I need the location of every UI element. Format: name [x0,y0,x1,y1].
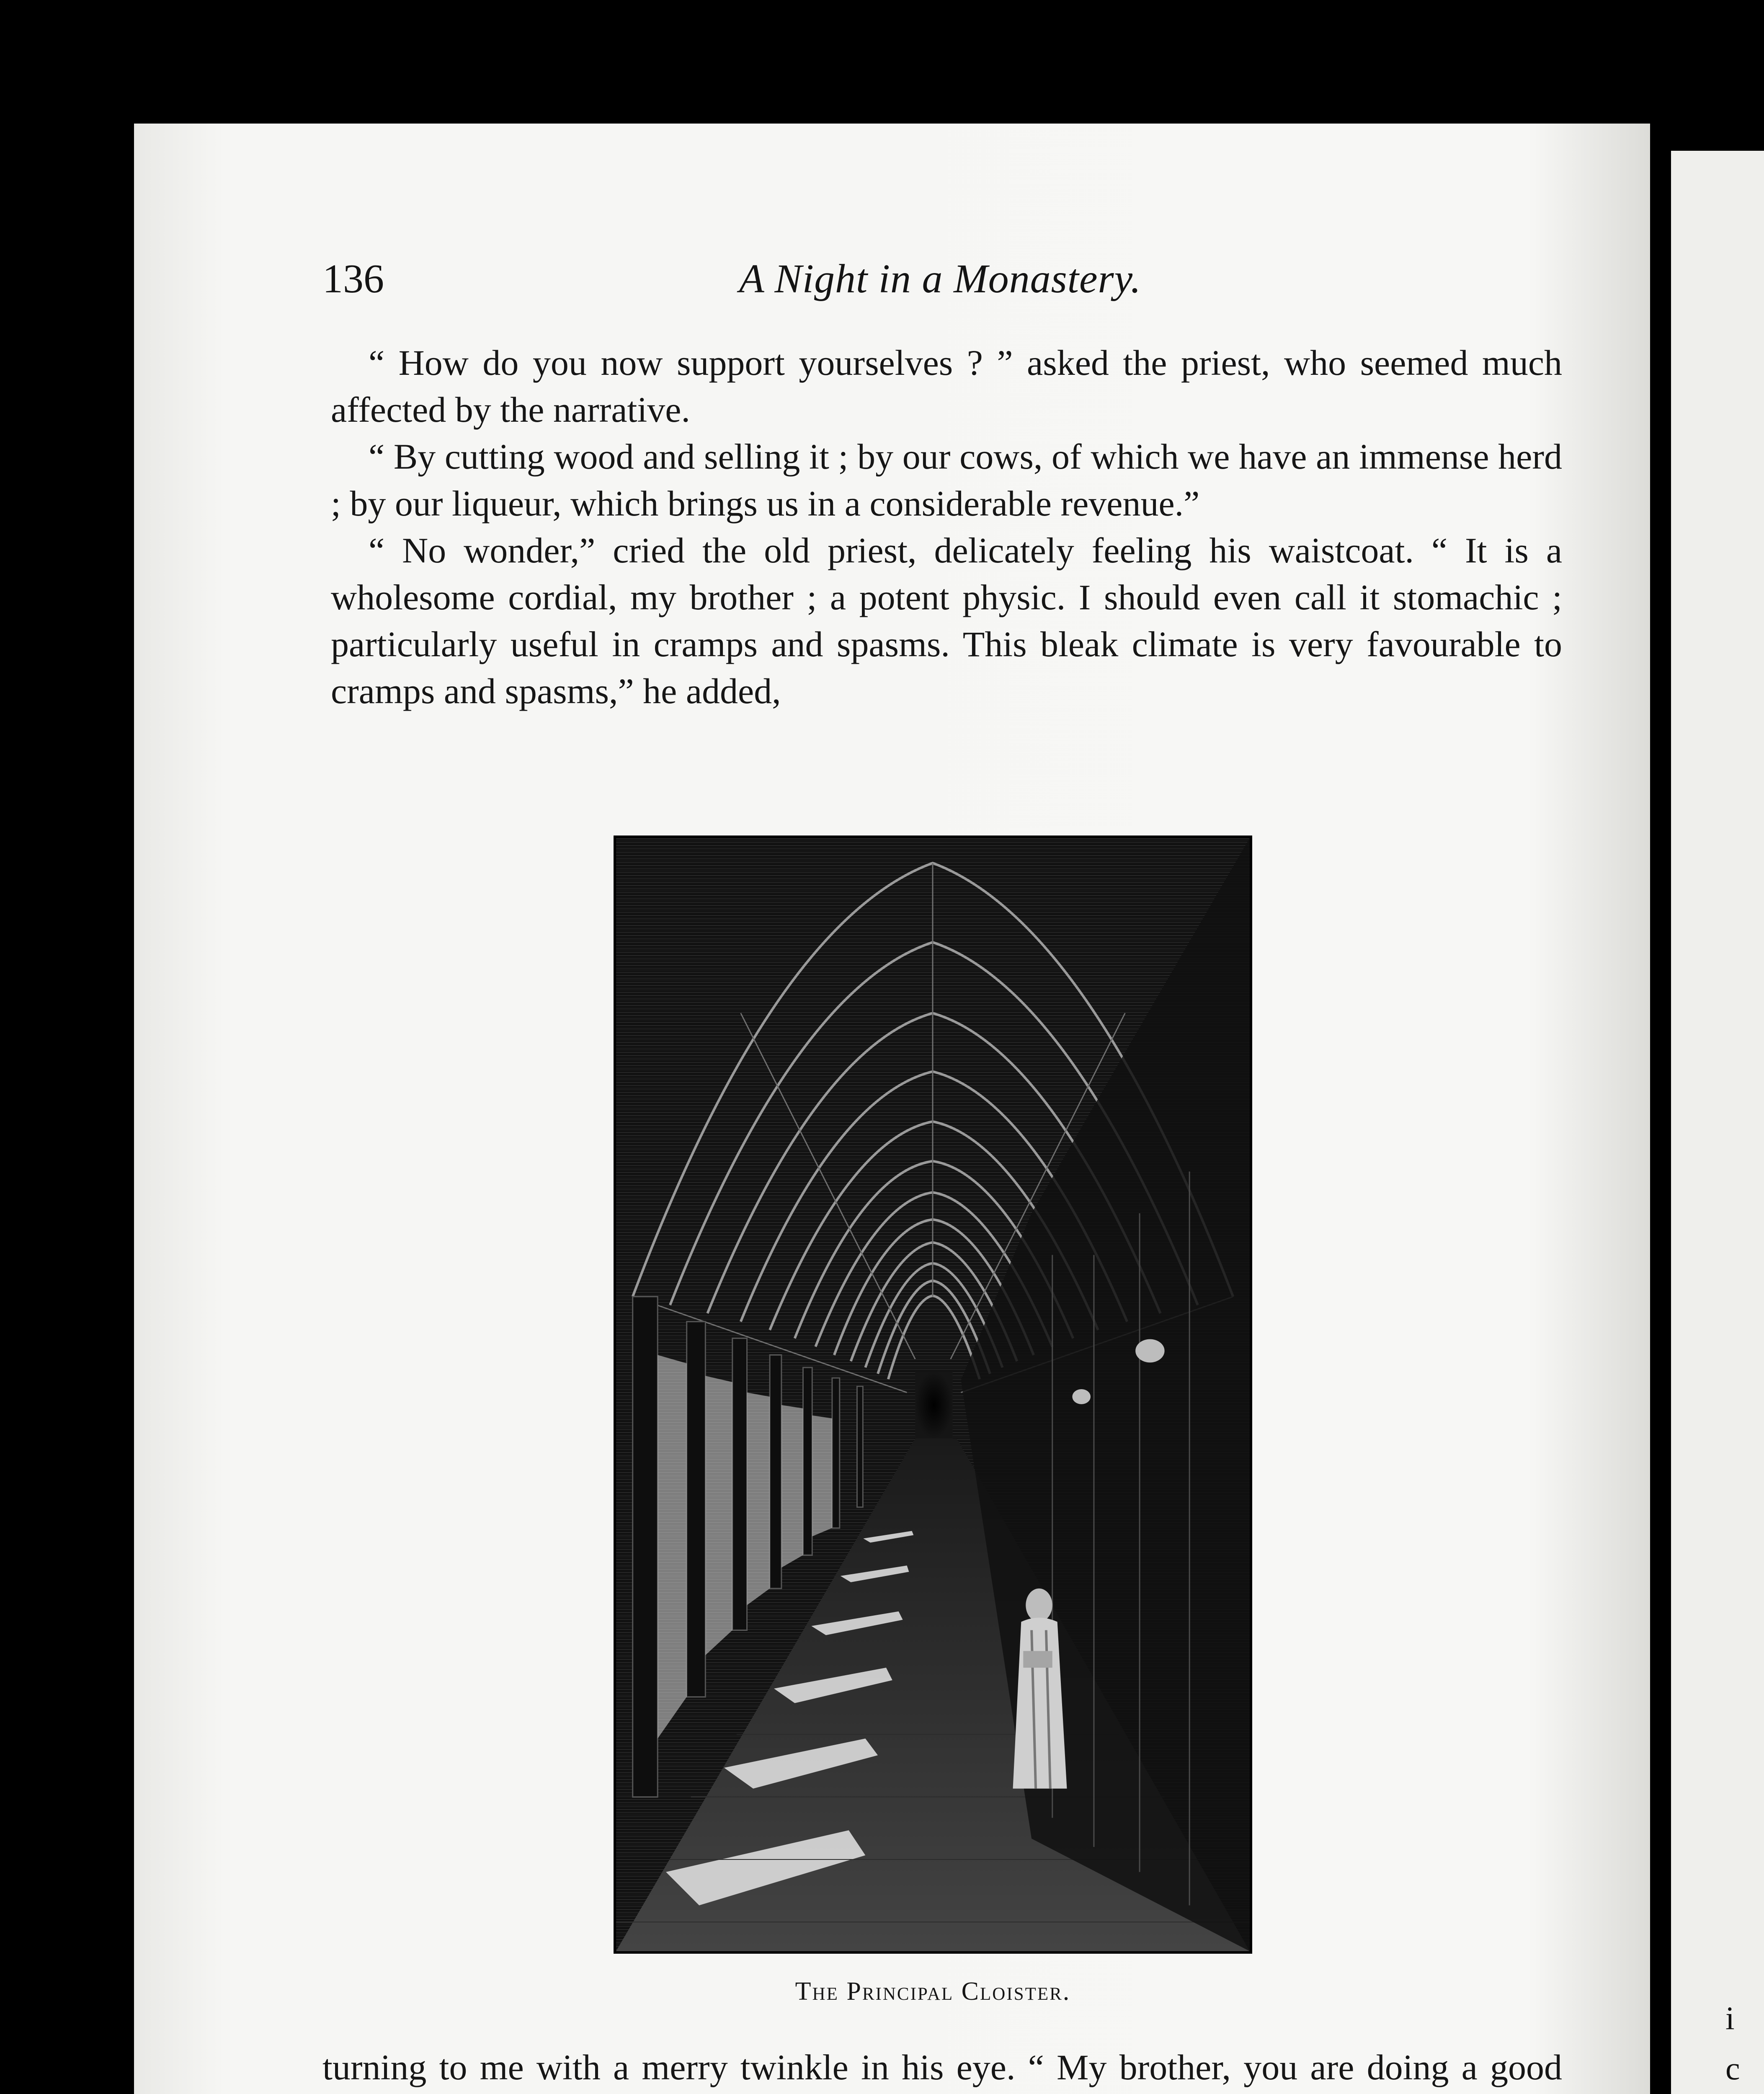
adjacent-page-edge [1671,151,1764,2094]
engraving-image [616,838,1250,1951]
adjacent-page-fragment: i [1725,2000,1735,2036]
illustration-caption: The Principal Cloister. [795,1977,1071,2006]
paragraph: “ How do you now support yourselves ? ” asked the priest, who seemed much affected by the narrative. [331,343,1562,430]
paragraph: “ No wonder,” cried the old priest, delicately feeling his waistcoat. “ It is a wholesome cordial, my brother ; a potent physic. I should even call it stomachic ; particularly useful in cramps and spasms. This bleak climate is very favourable to cramps and spasms,” he added, [331,530,1562,711]
cloister-engraving [614,836,1252,1954]
adjacent-page-fragment: c [1725,2050,1740,2086]
page-number: 136 [322,256,384,302]
body-text-top [331,339,1562,714]
running-title: A Night in a Monastery. [739,256,1142,302]
running-head [322,255,1558,318]
paragraph: “ By cutting wood and selling it ; by our cows, of which we have an immense herd ; by our liqueur, which brings us in a considerable revenue.” [331,436,1562,524]
body-text-bottom [322,2044,1562,2094]
paragraph: turning to me with a merry twinkle in his eye. “ My brother, you are doing a good [322,2047,1562,2087]
